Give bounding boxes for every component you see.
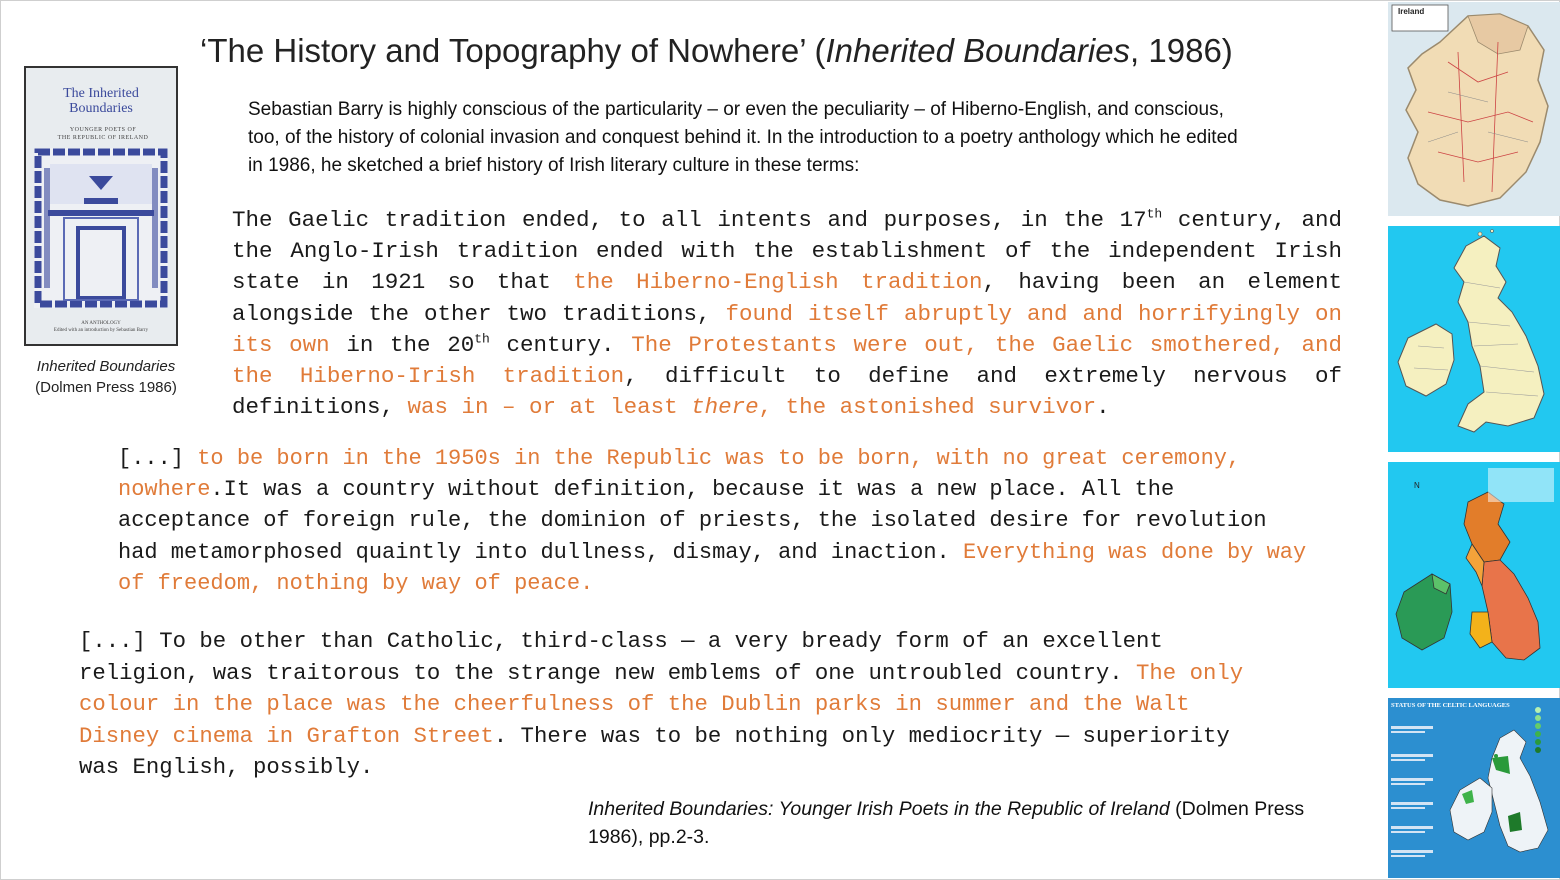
- highlight-text: to be born in the 1950s in the Republic was to be born, with no great ceremony, nowhere: [118, 446, 1241, 503]
- highlight-text: The Protestants were out, the Gaelic smothered, and the Hiberno-Irish tradition: [232, 331, 1342, 390]
- quote-paragraph-1: The Gaelic tradition ended, to all intents and purposes, in the 17th century, and the Anglo-Irish tradition ended with the establishment of the independent Irish state in 1921 so that the Hiberno-English tradition, having been an element alongside the other two traditions, found itself abruptly and and horrifyingly on its own in the 20th century. The Protestants were out, the Gaelic smothered, and the Hiberno-Irish tradition, difficult to define and extremely nervous of definitions, was in – or at least there, the astonished survivor.: [232, 206, 1343, 421]
- regional-map-image: [1388, 462, 1560, 688]
- slide-title: ‘The History and Topography of Nowhere’ (Inherited Boundaries, 1986): [200, 32, 1233, 69]
- cover-title: The Inherited Boundaries: [63, 86, 139, 116]
- highlight-text: there: [691, 394, 759, 421]
- highlight-text: was in – or at least: [407, 394, 692, 421]
- map4-title: STATUS OF THE CELTIC LANGUAGES: [1391, 702, 1510, 709]
- highlight-text: Everything was done by way of freedom, nothing by way of peace.: [118, 539, 1307, 596]
- highlight-text: the Hiberno-English tradition: [573, 269, 983, 296]
- highlight-text: , the astonished survivor: [758, 394, 1097, 421]
- quote-paragraph-2: [...] to be born in the 1950s in the Republic was to be born, with no great ceremony, nowhere.It was a country without definition, because it was a new place. All the acceptance of foreign rule, the dominion of priests, the isolated desire for revolution had metamorphosed quaintly into dullness, dismay, and inaction. Everything was done by way of freedom, nothing by way of peace.: [118, 446, 1307, 596]
- book-cover-image: [24, 66, 178, 346]
- citation: Inherited Boundaries: Younger Irish Poets in the Republic of Ireland (Dolmen Press 1986), pp.2-3.: [588, 798, 1305, 848]
- intro-paragraph: Sebastian Barry is highly conscious of the particularity – or even the peculiarity – of Hiberno-English, and conscious, too, of the history of colonial invasion and conquest behind it. In the introduction to a poetry anthology which he edited in 1986, he sketched a brief history of Irish literary culture in these terms:: [248, 99, 1238, 176]
- quote-paragraph-3: [...] To be other than Catholic, third-class — a very bready form of an excellent religion, was traitorous to the strange new emblems of one untroubled country. The only colour in the place was the cheerfulness of the Dublin parks in summer and the Walt Disney cinema in Grafton Street. There was to be nothing only mediocrity — superiority was English, possibly.: [79, 628, 1244, 780]
- ireland-map-image: [1388, 2, 1560, 216]
- cover-caption: Inherited Boundaries (Dolmen Press 1986): [35, 358, 177, 396]
- cover-footer: AN ANTHOLOGY Edited with an introduction by Sebastian Barry: [53, 321, 149, 333]
- british-isles-map-image: [1388, 226, 1560, 452]
- cover-subtitle: YOUNGER POETS OF THE REPUBLIC OF IRELAND: [57, 127, 149, 141]
- highlight-text: found itself abruptly and and horrifyingly on its own: [232, 300, 1342, 358]
- map1-label: Ireland: [1398, 7, 1425, 16]
- celtic-languages-map-image: [1388, 698, 1560, 878]
- svg-text:N: N: [1414, 481, 1420, 490]
- highlight-text: The only colour in the place was the cheerfulness of the Dublin parks in summer and the Walt Disney cinema in Grafton Street: [79, 659, 1244, 749]
- cover-artwork: [34, 148, 168, 308]
